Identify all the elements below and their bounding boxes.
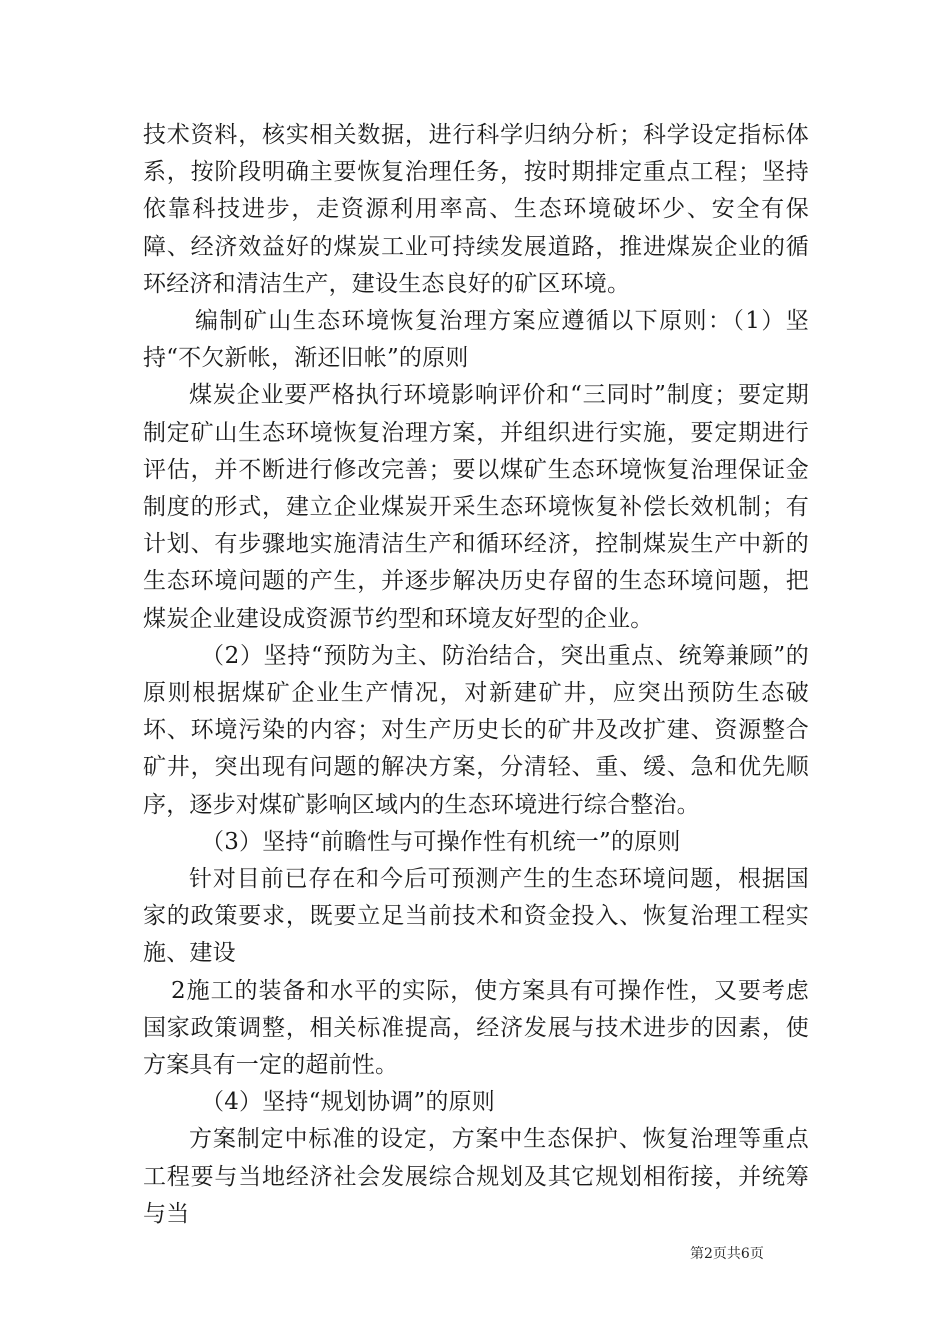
paragraph-principle-2: （2）坚持“预防为主、防治结合，突出重点、统筹兼顾”的原则根据煤矿企业生产情况，对新建矿井，应突出预防生态破坏、环境污染的内容；对生产历史长的矿井及改扩建、资源整合矿井，突出现有问题的解决方案，分清轻、重、缓、急和优先顺序，逐步对煤矿影响区域内的生态环境进行综合整治。 xyxy=(143,642,809,818)
paragraph-construction-equipment: 2施工的装备和水平的实际，使方案具有可操作性，又要考虑国家政策调整，相关标准提高，经济发展与技术进步的因素，使方案具有一定的超前性。 xyxy=(143,977,809,1079)
paragraph-existing-problems: 针对目前已存在和今后可预测产生的生态环境问题，根据国家的政策要求，既要立足当前技术和资金投入、恢复治理工程实施、建设 xyxy=(143,866,809,967)
paragraph-technical-materials: 技术资料，核实相关数据，进行科学归纳分析；科学设定指标体系，按阶段明确主要恢复治理任务，按时期排定重点工程；坚持依靠科技进步，走资源利用率高、生态环境破坏少、安全有保障、经济效益好的煤炭工业可持续发展道路，推进煤炭企业的循环经济和清洁生产，建设生态良好的矿区环境。 xyxy=(143,122,809,297)
paragraph-principle-4-heading: （4）坚持“规划协调”的原则 xyxy=(201,1089,495,1116)
paragraph-coal-enterprise: 煤炭企业要严格执行环境影响评价和“三同时”制度；要定期制定矿山生态环境恢复治理方案，并组织进行实施，要定期进行评估，并不断进行修改完善；要以煤矿生态环境恢复治理保证金制度的形式，建立企业煤炭开采生态环境恢复补偿长效机制；有计划、有步骤地实施清洁生产和循环经济，控制煤炭生产中新的生态环境问题的产生，并逐步解决历史存留的生态环境问题，把煤炭企业建设成资源节约型和环境友好型的企业。 xyxy=(143,382,809,632)
paragraph-standards-setting: 方案制定中标准的设定，方案中生态保护、恢复治理等重点工程要与当地经济社会发展综合规划及其它规划相衔接，并统筹与当 xyxy=(143,1126,809,1227)
paragraph-principle-3-heading: （3）坚持“前瞻性与可操作性有机统一”的原则 xyxy=(201,828,681,855)
document-body xyxy=(143,117,809,1233)
page-number-footer: 第2页共6页 xyxy=(690,1246,764,1262)
paragraph-principles-intro: 编制矿山生态环境恢复治理方案应遵循以下原则：（1）坚持“不欠新帐，渐还旧帐”的原则 xyxy=(143,308,809,372)
